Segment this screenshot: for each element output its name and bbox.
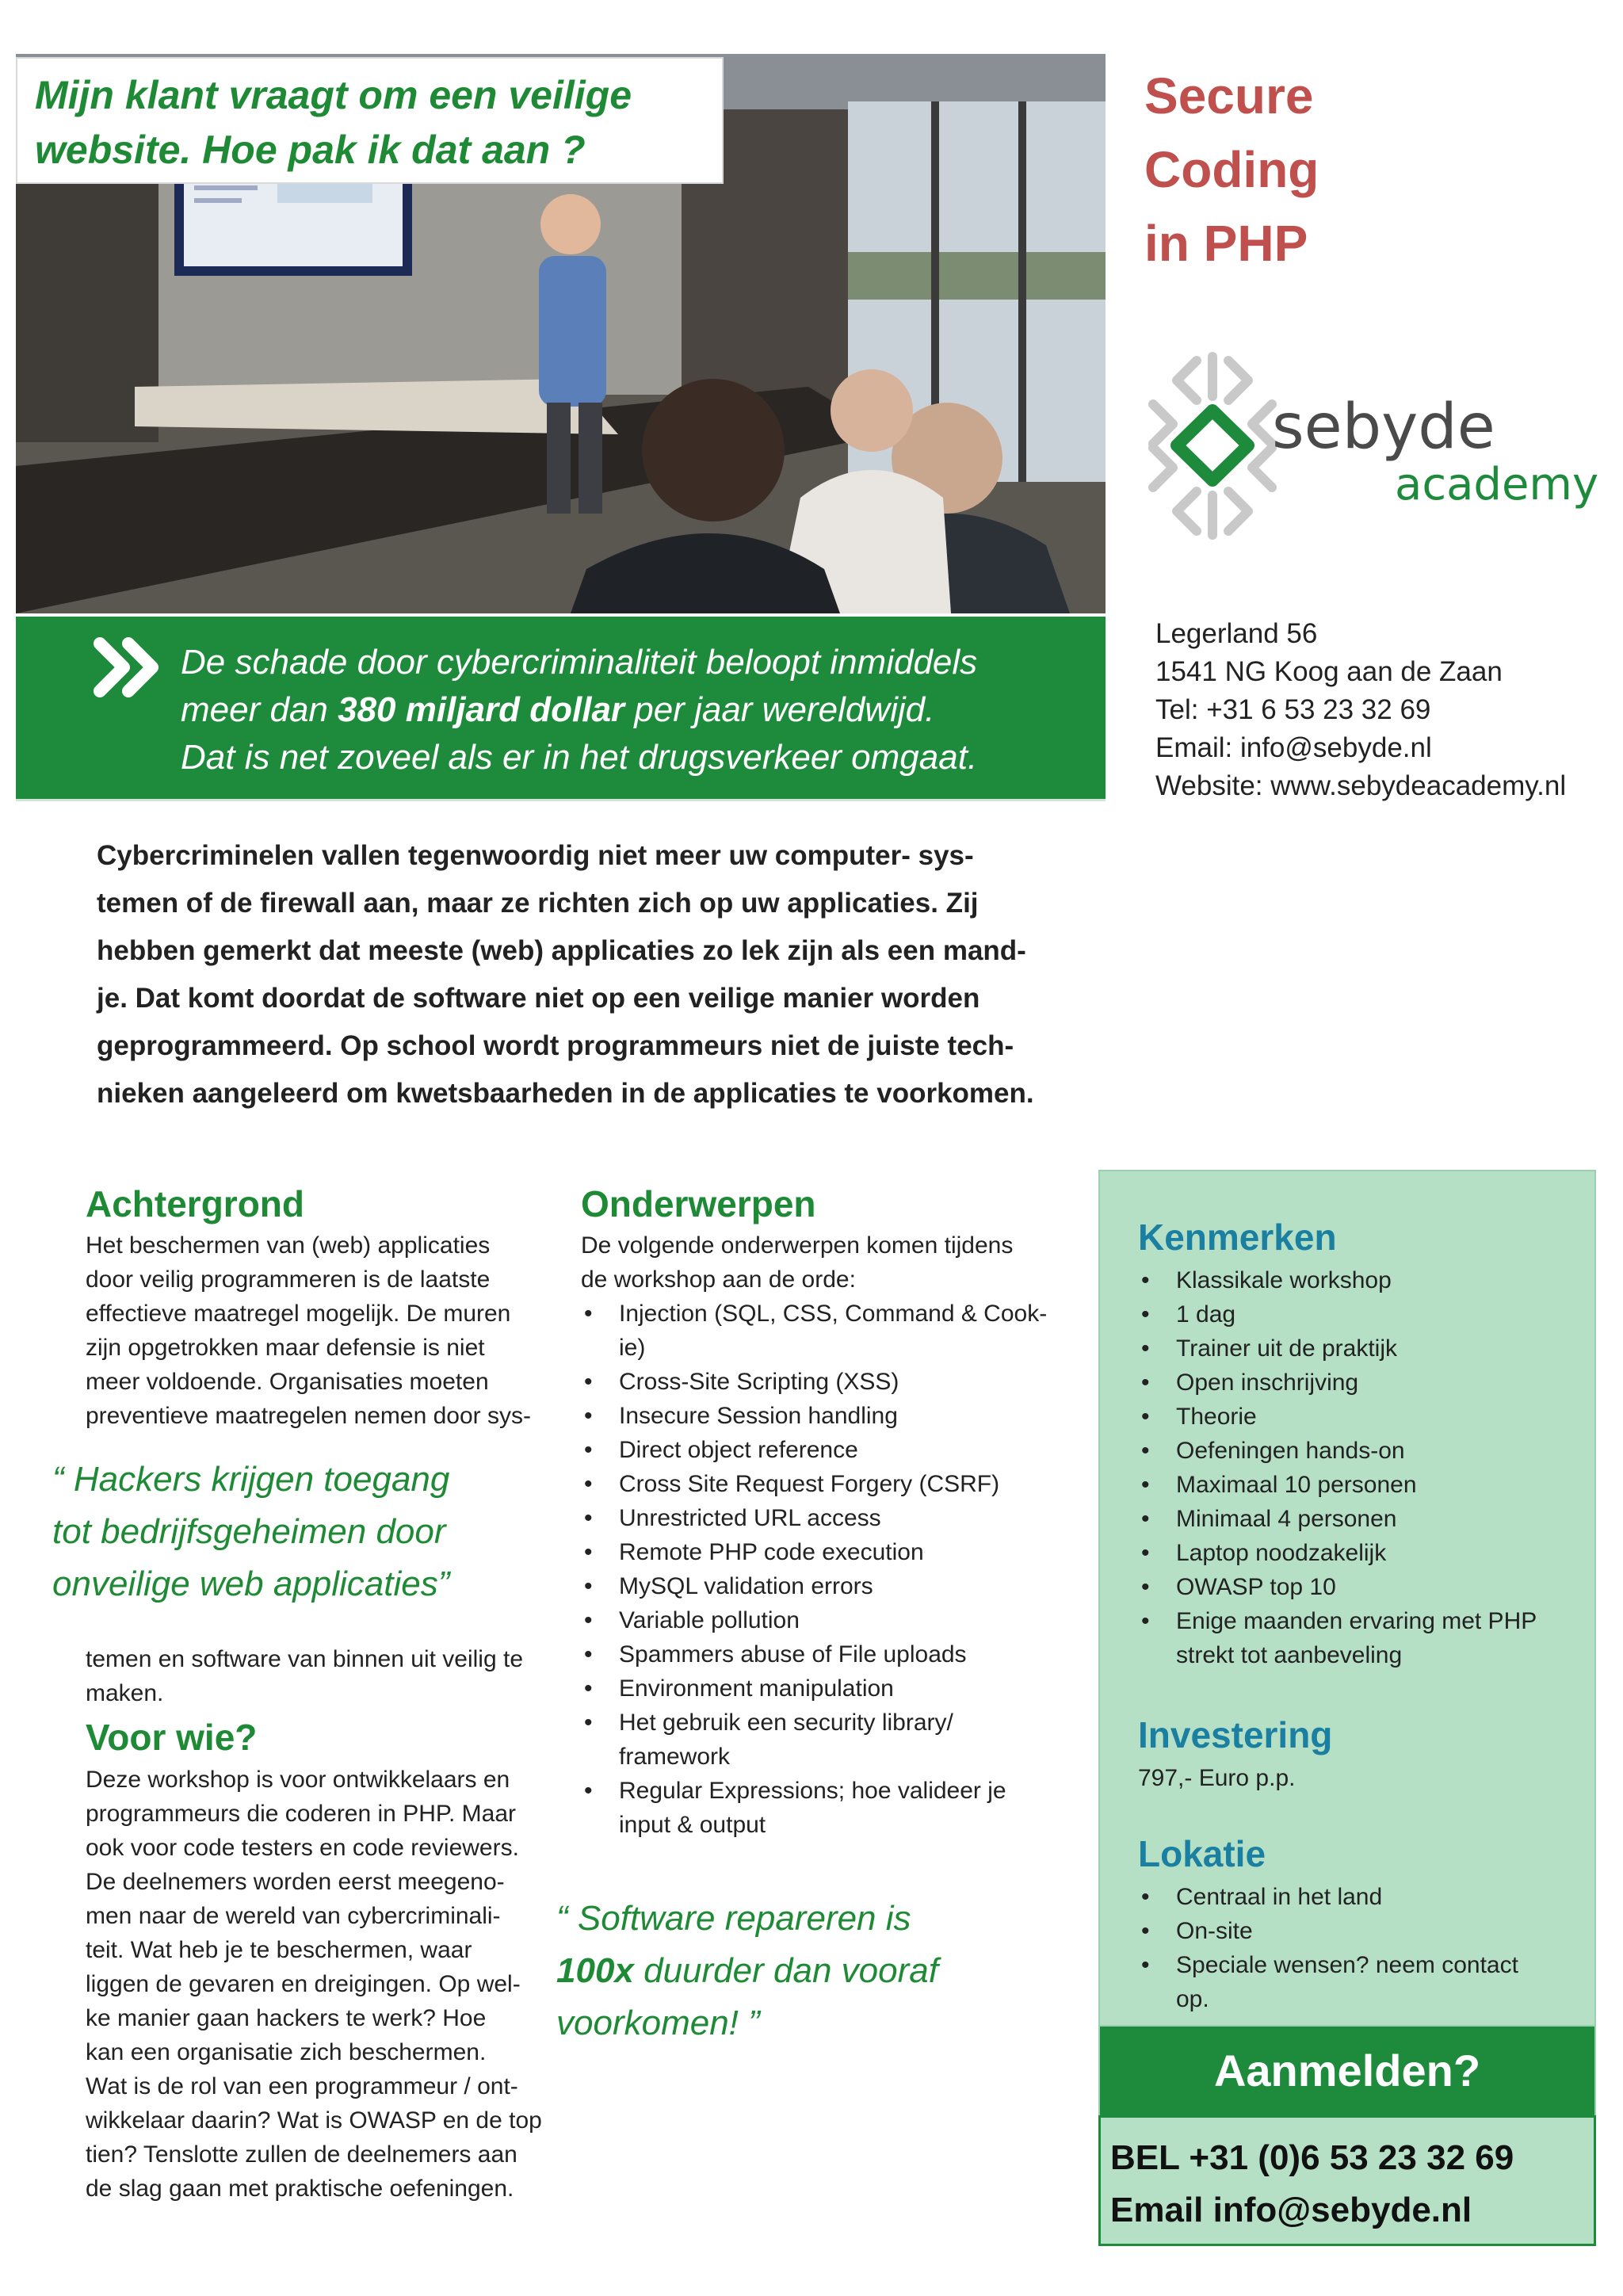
onderwerpen-heading: Onderwerpen bbox=[581, 1183, 816, 1224]
text-line: ke manier gaan hackers te werk? Hoe bbox=[86, 2005, 487, 2031]
list-item: • Open inschrijving bbox=[1138, 1366, 1582, 1400]
list-item: • Trainer uit de praktijk bbox=[1138, 1331, 1582, 1366]
investering-heading: Investering bbox=[1138, 1714, 1333, 1755]
quote-line: tot bedrijfsgeheimen door bbox=[52, 1512, 446, 1551]
list-item bbox=[1138, 1948, 1582, 2016]
text-line: wikkelaar daarin? Wat is OWASP en de top bbox=[86, 2107, 542, 2134]
text-line: Wat is de rol van een programmeur / ont- bbox=[86, 2073, 518, 2099]
lokatie-heading: Lokatie bbox=[1138, 1833, 1266, 1874]
text-line: de workshop aan de orde: bbox=[581, 1266, 856, 1293]
list-item: • Maximaal 10 personen bbox=[1138, 1468, 1582, 1502]
item-line: op. bbox=[1176, 1986, 1209, 2012]
item-line: • Het gebruik een security library/ bbox=[619, 1710, 953, 1736]
double-chevron-icon bbox=[94, 636, 165, 703]
achtergrond-text bbox=[86, 1228, 561, 1433]
onderwerpen-intro bbox=[581, 1228, 1072, 1297]
pull-quote-software bbox=[556, 1893, 1079, 2050]
text-line: temen en software van binnen uit veilig te bbox=[86, 1646, 523, 1672]
quote-line: onveilige web applicaties” bbox=[52, 1564, 450, 1603]
list-item: • On-site bbox=[1138, 1914, 1582, 1948]
aanmelden-email[interactable]: Email info@sebyde.nl bbox=[1110, 2191, 1472, 2229]
text-line: Deze workshop is voor ontwikkelaars en bbox=[86, 1767, 510, 1793]
intro-line: temen of de firewall aan, maar ze richten zich op uw applicaties. Zij bbox=[97, 888, 979, 919]
pull-quote-hackers bbox=[52, 1454, 559, 1610]
item-line: • Regular Expressions; hoe valideer je bbox=[619, 1778, 1006, 1804]
banner-line: Dat is net zoveel als er in het drugsverkeer omgaat. bbox=[181, 738, 978, 777]
voorwie-text bbox=[86, 1763, 577, 2206]
list-item bbox=[581, 1706, 1088, 1774]
page-title bbox=[1144, 59, 1588, 281]
headline-line: website. Hoe pak ik dat aan ? bbox=[35, 128, 586, 172]
text-line: teit. Wat heb je te beschermen, waar bbox=[86, 1937, 472, 1963]
text-line: ook voor code testers en code reviewers. bbox=[86, 1835, 519, 1861]
item-line: strekt tot aanbeveling bbox=[1176, 1642, 1403, 1668]
logo-name: sebyde bbox=[1272, 392, 1495, 463]
kenmerken-heading: Kenmerken bbox=[1138, 1217, 1337, 1258]
list-item: • Direct object reference bbox=[581, 1433, 1088, 1467]
quote-text-segment: duurder dan vooraf bbox=[633, 1951, 938, 1990]
aanmelden-phone[interactable]: BEL +31 (0)6 53 23 32 69 bbox=[1110, 2138, 1514, 2177]
list-item: • Laptop noodzakelijk bbox=[1138, 1536, 1582, 1570]
title-line: Secure bbox=[1144, 67, 1314, 124]
title-line: in PHP bbox=[1144, 215, 1308, 272]
address-block bbox=[1155, 615, 1599, 805]
quote-line: “ Software repareren is bbox=[556, 1899, 911, 1938]
text-line: kan een organisatie zich beschermen. bbox=[86, 2039, 487, 2065]
aanmelden-heading: Aanmelden? bbox=[1098, 2027, 1596, 2115]
achtergrond-text-continued bbox=[86, 1642, 577, 1710]
intro-line: geprogrammeerd. Op school wordt programmeurs niet de juiste tech- bbox=[97, 1030, 1014, 1061]
banner-text-segment: meer dan bbox=[181, 690, 338, 729]
item-line: ie) bbox=[619, 1335, 646, 1361]
address-website[interactable]: Website: www.sebydeacademy.nl bbox=[1155, 770, 1567, 801]
list-item: • Insecure Session handling bbox=[581, 1399, 1088, 1433]
onderwerpen-list bbox=[581, 1297, 1088, 1842]
address-city: 1541 NG Koog aan de Zaan bbox=[1155, 656, 1503, 687]
quote-line: “ Hackers krijgen toegang bbox=[52, 1460, 450, 1499]
text-line: preventieve maatregelen nemen door sys- bbox=[86, 1403, 531, 1429]
banner-text bbox=[181, 639, 1092, 781]
text-line: effectieve maatregel mogelijk. De muren bbox=[86, 1301, 511, 1327]
text-line: Het beschermen van (web) applicaties bbox=[86, 1232, 491, 1259]
achtergrond-heading: Achtergrond bbox=[86, 1183, 304, 1224]
text-line: door veilig programmeren is de laatste bbox=[86, 1266, 491, 1293]
intro-line: hebben gemerkt dat meeste (web) applicaties zo lek zijn als een mand- bbox=[97, 935, 1026, 966]
text-line: men naar de wereld van cybercriminali- bbox=[86, 1903, 501, 1929]
investering-value: 797,- Euro p.p. bbox=[1138, 1765, 1296, 1791]
banner-highlight: 380 miljard dollar bbox=[338, 690, 625, 729]
text-line: meer voldoende. Organisaties moeten bbox=[86, 1369, 489, 1395]
list-item bbox=[581, 1297, 1088, 1365]
item-line: input & output bbox=[619, 1812, 766, 1838]
item-line: framework bbox=[619, 1744, 731, 1770]
text-line: De volgende onderwerpen komen tijdens bbox=[581, 1232, 1014, 1259]
list-item: • Variable pollution bbox=[581, 1603, 1088, 1637]
title-line: Coding bbox=[1144, 141, 1319, 198]
quote-highlight: 100x bbox=[556, 1951, 634, 1990]
quote-line: voorkomen! ” bbox=[556, 2004, 760, 2042]
list-item: • Remote PHP code execution bbox=[581, 1535, 1088, 1569]
list-item: • Cross-Site Scripting (XSS) bbox=[581, 1365, 1088, 1399]
list-item: • Centraal in het land bbox=[1138, 1880, 1582, 1914]
list-item: • Unrestricted URL access bbox=[581, 1501, 1088, 1535]
banner-line: De schade door cybercriminaliteit beloopt inmiddels bbox=[181, 643, 978, 682]
intro-line: je. Dat komt doordat de software niet op een veilige manier worden bbox=[97, 983, 980, 1014]
list-item: • OWASP top 10 bbox=[1138, 1570, 1582, 1604]
banner-line bbox=[181, 686, 1092, 734]
stat-banner bbox=[16, 617, 1106, 801]
text-line: maken. bbox=[86, 1680, 164, 1706]
list-item: • Minimaal 4 personen bbox=[1138, 1502, 1582, 1536]
kenmerken-list bbox=[1138, 1263, 1582, 1672]
text-line: zijn opgetrokken maar defensie is niet bbox=[86, 1335, 485, 1361]
lokatie-list bbox=[1138, 1880, 1582, 2016]
list-item: • Klassikale workshop bbox=[1138, 1263, 1582, 1297]
intro-line: nieken aangeleerd om kwetsbaarheden in de applicaties te voorkomen. bbox=[97, 1078, 1034, 1109]
list-item: • Theorie bbox=[1138, 1400, 1582, 1434]
text-line: liggen de gevaren en dreigingen. Op wel- bbox=[86, 1971, 521, 1997]
item-line: • Enige maanden ervaring met PHP bbox=[1176, 1608, 1537, 1634]
list-item: • Spammers abuse of File uploads bbox=[581, 1637, 1088, 1671]
quote-line bbox=[556, 1945, 1079, 1997]
list-item bbox=[581, 1774, 1088, 1842]
text-line: programmeurs die coderen in PHP. Maar bbox=[86, 1801, 517, 1827]
list-item: • Oefeningen hands-on bbox=[1138, 1434, 1582, 1468]
list-item: • Environment manipulation bbox=[581, 1671, 1088, 1706]
banner-text-segment: per jaar wereldwijd. bbox=[624, 690, 935, 729]
voorwie-heading: Voor wie? bbox=[86, 1717, 258, 1758]
text-line: tien? Tenslotte zullen de deelnemers aan bbox=[86, 2141, 517, 2168]
item-line: • Speciale wensen? neem contact bbox=[1176, 1952, 1518, 1978]
intro-line: Cybercriminelen vallen tegenwoordig niet meer uw computer- sys- bbox=[97, 840, 974, 871]
list-item: • Cross Site Request Forgery (CSRF) bbox=[581, 1467, 1088, 1501]
text-line: De deelnemers worden eerst meegeno- bbox=[86, 1869, 505, 1895]
list-item: • MySQL validation errors bbox=[581, 1569, 1088, 1603]
text-line: de slag gaan met praktische oefeningen. bbox=[86, 2176, 514, 2202]
address-street: Legerland 56 bbox=[1155, 618, 1318, 649]
list-item: • 1 dag bbox=[1138, 1297, 1582, 1331]
logo-sub: academy bbox=[1395, 459, 1599, 510]
sebyde-academy-logo bbox=[1141, 349, 1599, 539]
address-email[interactable]: Email: info@sebyde.nl bbox=[1155, 732, 1432, 763]
intro-paragraph bbox=[97, 832, 1079, 1117]
list-item bbox=[1138, 1604, 1582, 1672]
headline-box bbox=[16, 57, 724, 184]
headline-line: Mijn klant vraagt om een veilige bbox=[35, 73, 632, 117]
item-line: • Injection (SQL, CSS, Command & Cook- bbox=[619, 1301, 1048, 1327]
address-tel[interactable]: Tel: +31 6 53 23 32 69 bbox=[1155, 694, 1431, 725]
aanmelden-contact bbox=[1098, 2115, 1596, 2246]
